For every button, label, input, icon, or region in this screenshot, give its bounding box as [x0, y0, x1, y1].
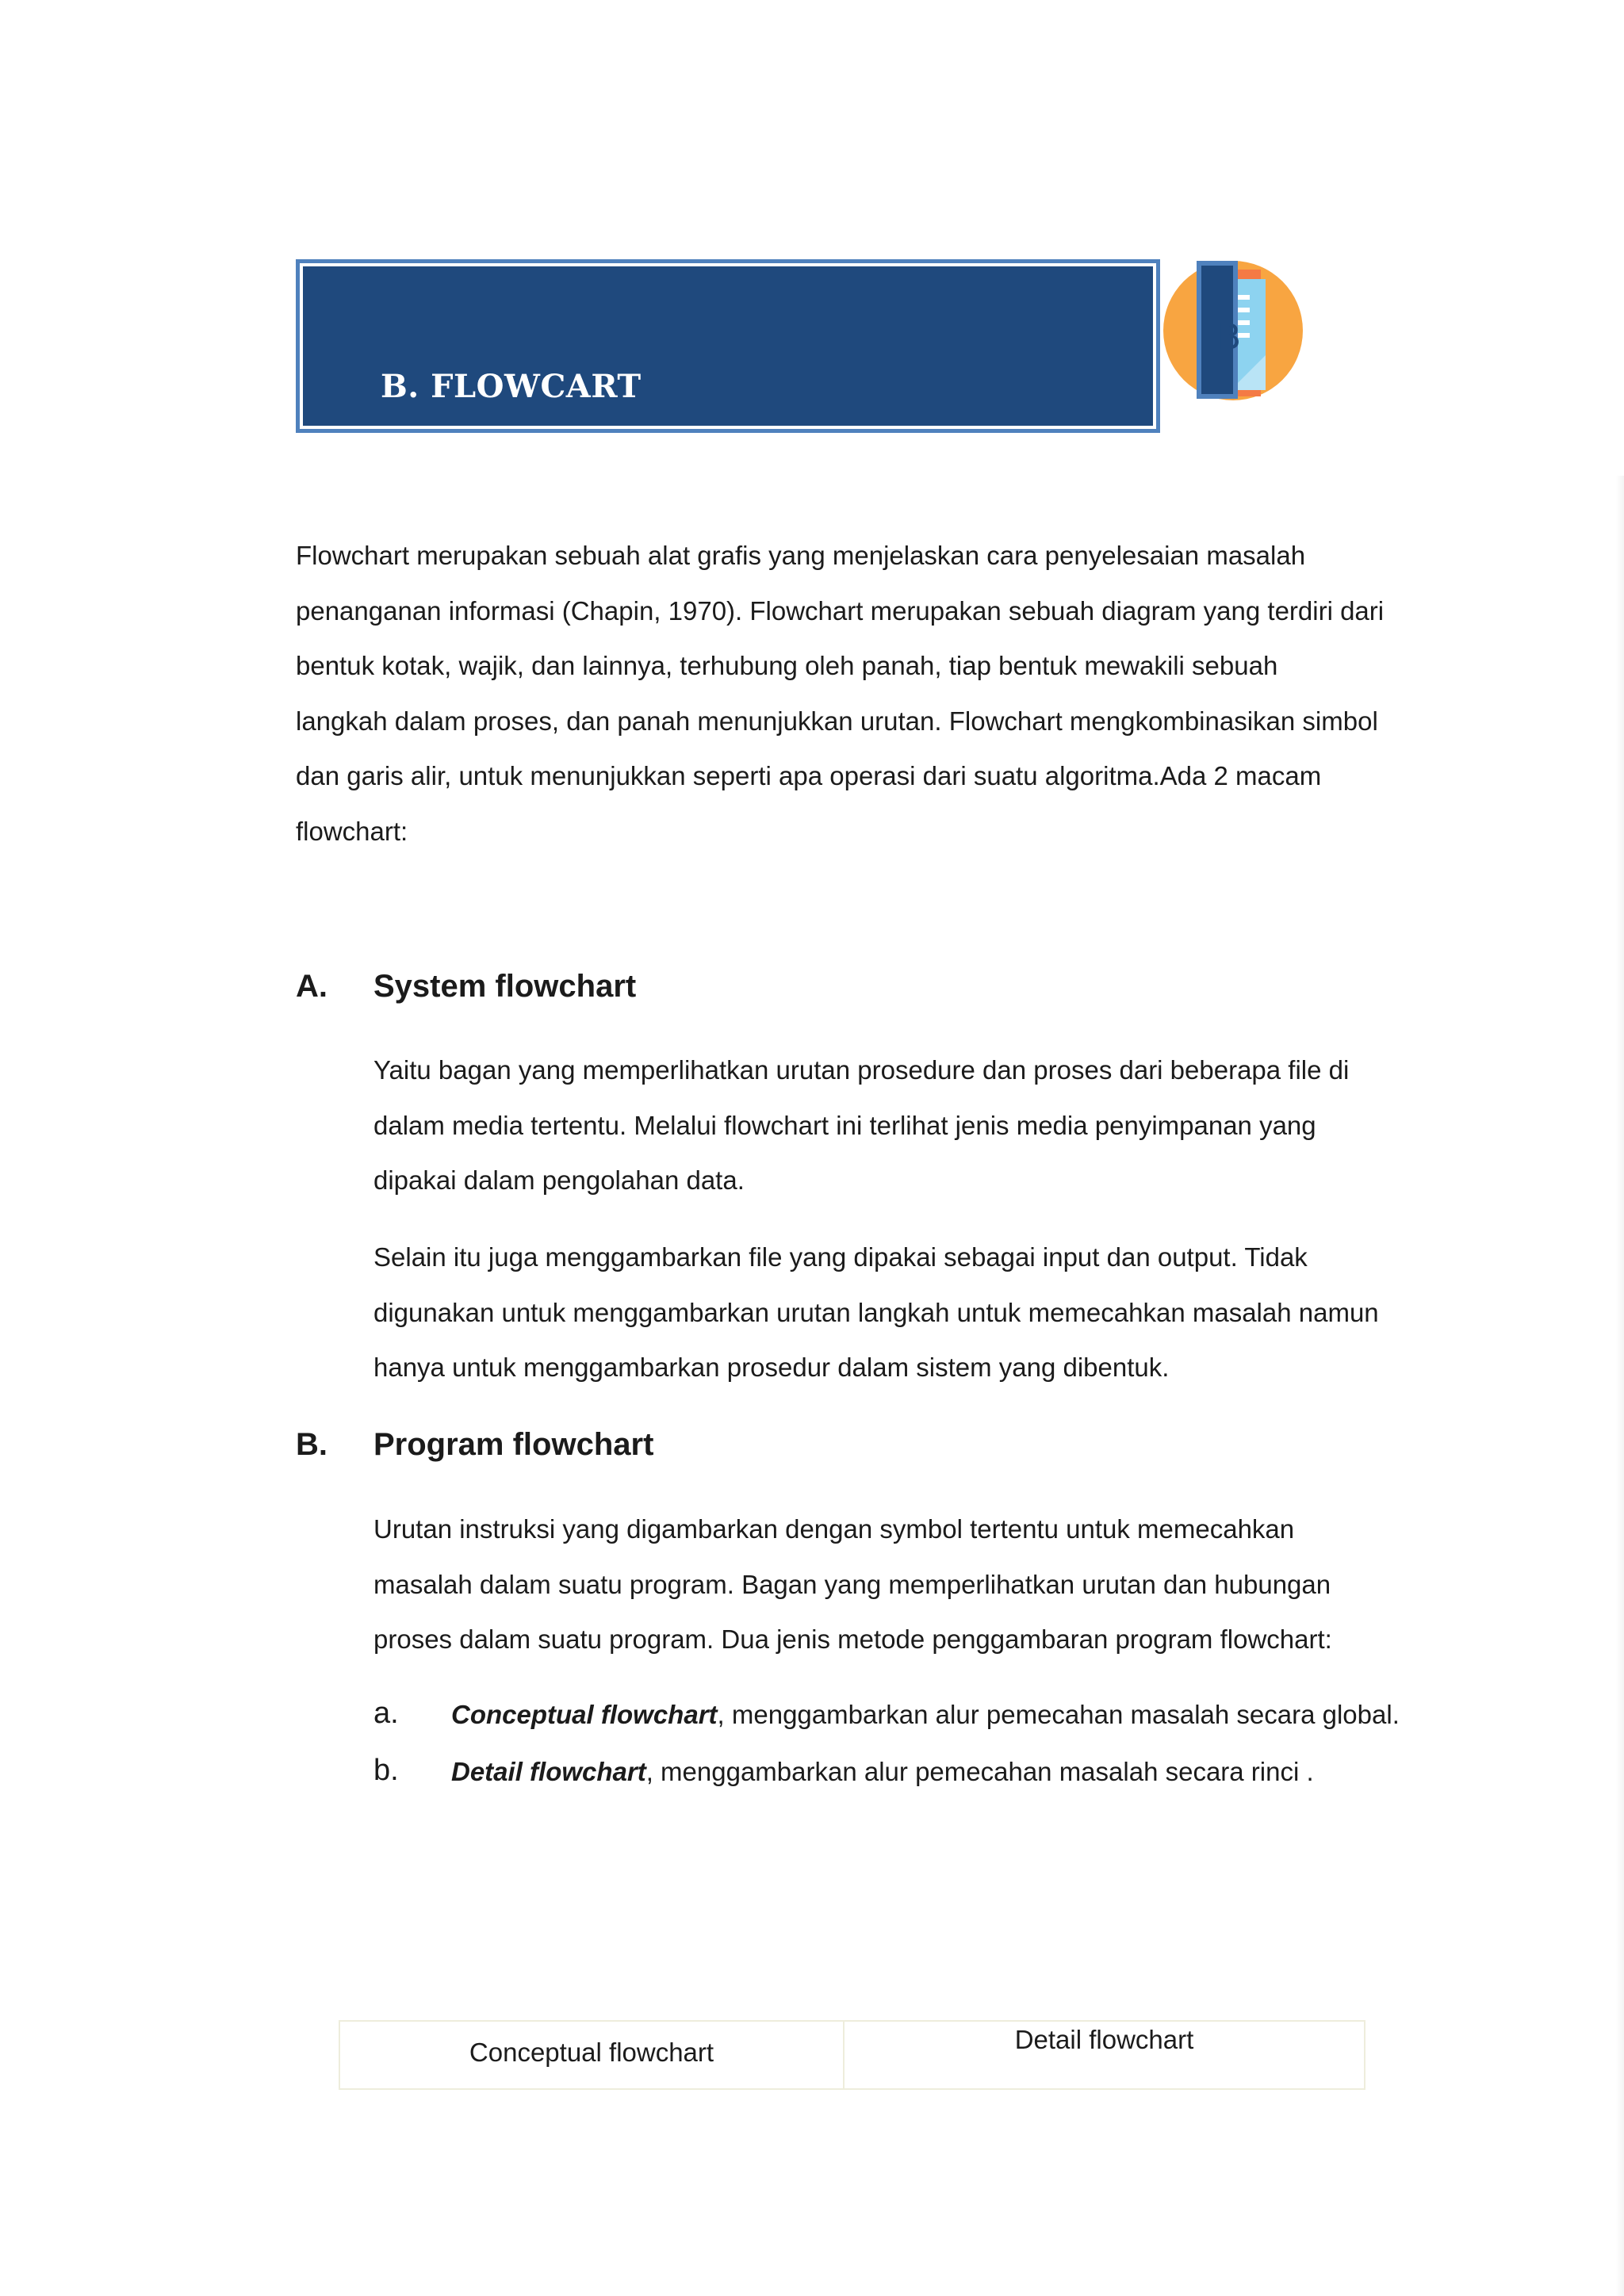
paragraph-line: digunakan untuk menggambarkan urutan langkah untuk memecahkan masalah namun [373, 1297, 1379, 1327]
section-a-heading [296, 969, 636, 1004]
book-icon [1158, 247, 1308, 415]
intro-line: bentuk kotak, wajik, dan lainnya, terhubung oleh panah, tiap bentuk mewakili sebuah [296, 651, 1278, 680]
badge-letter: B [1216, 317, 1242, 358]
table-cell-text: Conceptual flowchart [469, 2038, 714, 2067]
paragraph-line: dalam media tertentu. Melalui flowchart ini terlihat jenis media penyimpanan yang [373, 1110, 1316, 1140]
section-b-heading [296, 1427, 653, 1463]
section-banner [300, 263, 1156, 429]
paragraph-line: Urutan instruksi yang digambarkan dengan symbol tertentu untuk memecahkan [373, 1514, 1295, 1544]
intro-line: Flowchart merupakan sebuah alat grafis yang menjelaskan cara penyelesaian masalah [296, 541, 1306, 570]
paragraph-line: proses dalam suatu program. Dua jenis metode penggambaran program flowchart: [373, 1624, 1332, 1654]
table-cell [845, 2022, 1364, 2088]
list-item-letter: b. [373, 1754, 399, 1787]
section-b-paragraph-1 [373, 1502, 1444, 1667]
list-item-term: Conceptual flowchart [451, 1700, 718, 1729]
section-a-paragraph-1 [373, 1043, 1444, 1208]
section-a-number: A. [296, 969, 327, 1004]
section-b-number: B. [296, 1427, 327, 1462]
paragraph-line: masalah dalam suatu program. Bagan yang memperlihatkan urutan dan hubungan [373, 1569, 1331, 1599]
list-item-text: , menggambarkan alur pemecahan masalah secara rinci . [645, 1757, 1314, 1786]
list-item-term: Detail flowchart [451, 1757, 646, 1786]
paragraph-line: Selain itu juga menggambarkan file yang dipakai sebagai input dan output. Tidak [373, 1242, 1308, 1272]
intro-paragraph [296, 528, 1454, 859]
page-edge-shade [1616, 476, 1624, 2296]
banner-title: B. FLOWCART [381, 368, 642, 405]
intro-line: flowchart: [296, 816, 408, 846]
list-item-text: , menggambarkan alur pemecahan masalah secara global. [717, 1700, 1400, 1729]
paragraph-line: Yaitu bagan yang memperlihatkan urutan prosedure dan proses dari beberapa file di [373, 1055, 1350, 1085]
paragraph-line: dipakai dalam pengolahan data. [373, 1165, 745, 1195]
intro-line: penanganan informasi (Chapin, 1970). Flowchart merupakan sebuah diagram yang terdiri dari [296, 595, 1385, 626]
section-a-paragraph-2 [373, 1230, 1444, 1395]
paragraph-line: hanya untuk menggambarkan prosedur dalam sistem yang dibentuk. [373, 1353, 1170, 1382]
section-b-title: Program flowchart [373, 1427, 654, 1462]
section-a-title: System flowchart [373, 969, 637, 1004]
flowchart-table [339, 2020, 1365, 2090]
intro-line: langkah dalam proses, dan panah menunjukkan urutan. Flowchart mengkombinasikan simbol [296, 706, 1378, 736]
intro-line: dan garis alir, untuk menunjukkan seperti apa operasi dari suatu algoritma.Ada 2 macam [296, 761, 1322, 790]
table-cell-text: Detail flowchart [1014, 2025, 1194, 2054]
list-item-letter: a. [373, 1697, 399, 1730]
table-cell [340, 2022, 845, 2088]
